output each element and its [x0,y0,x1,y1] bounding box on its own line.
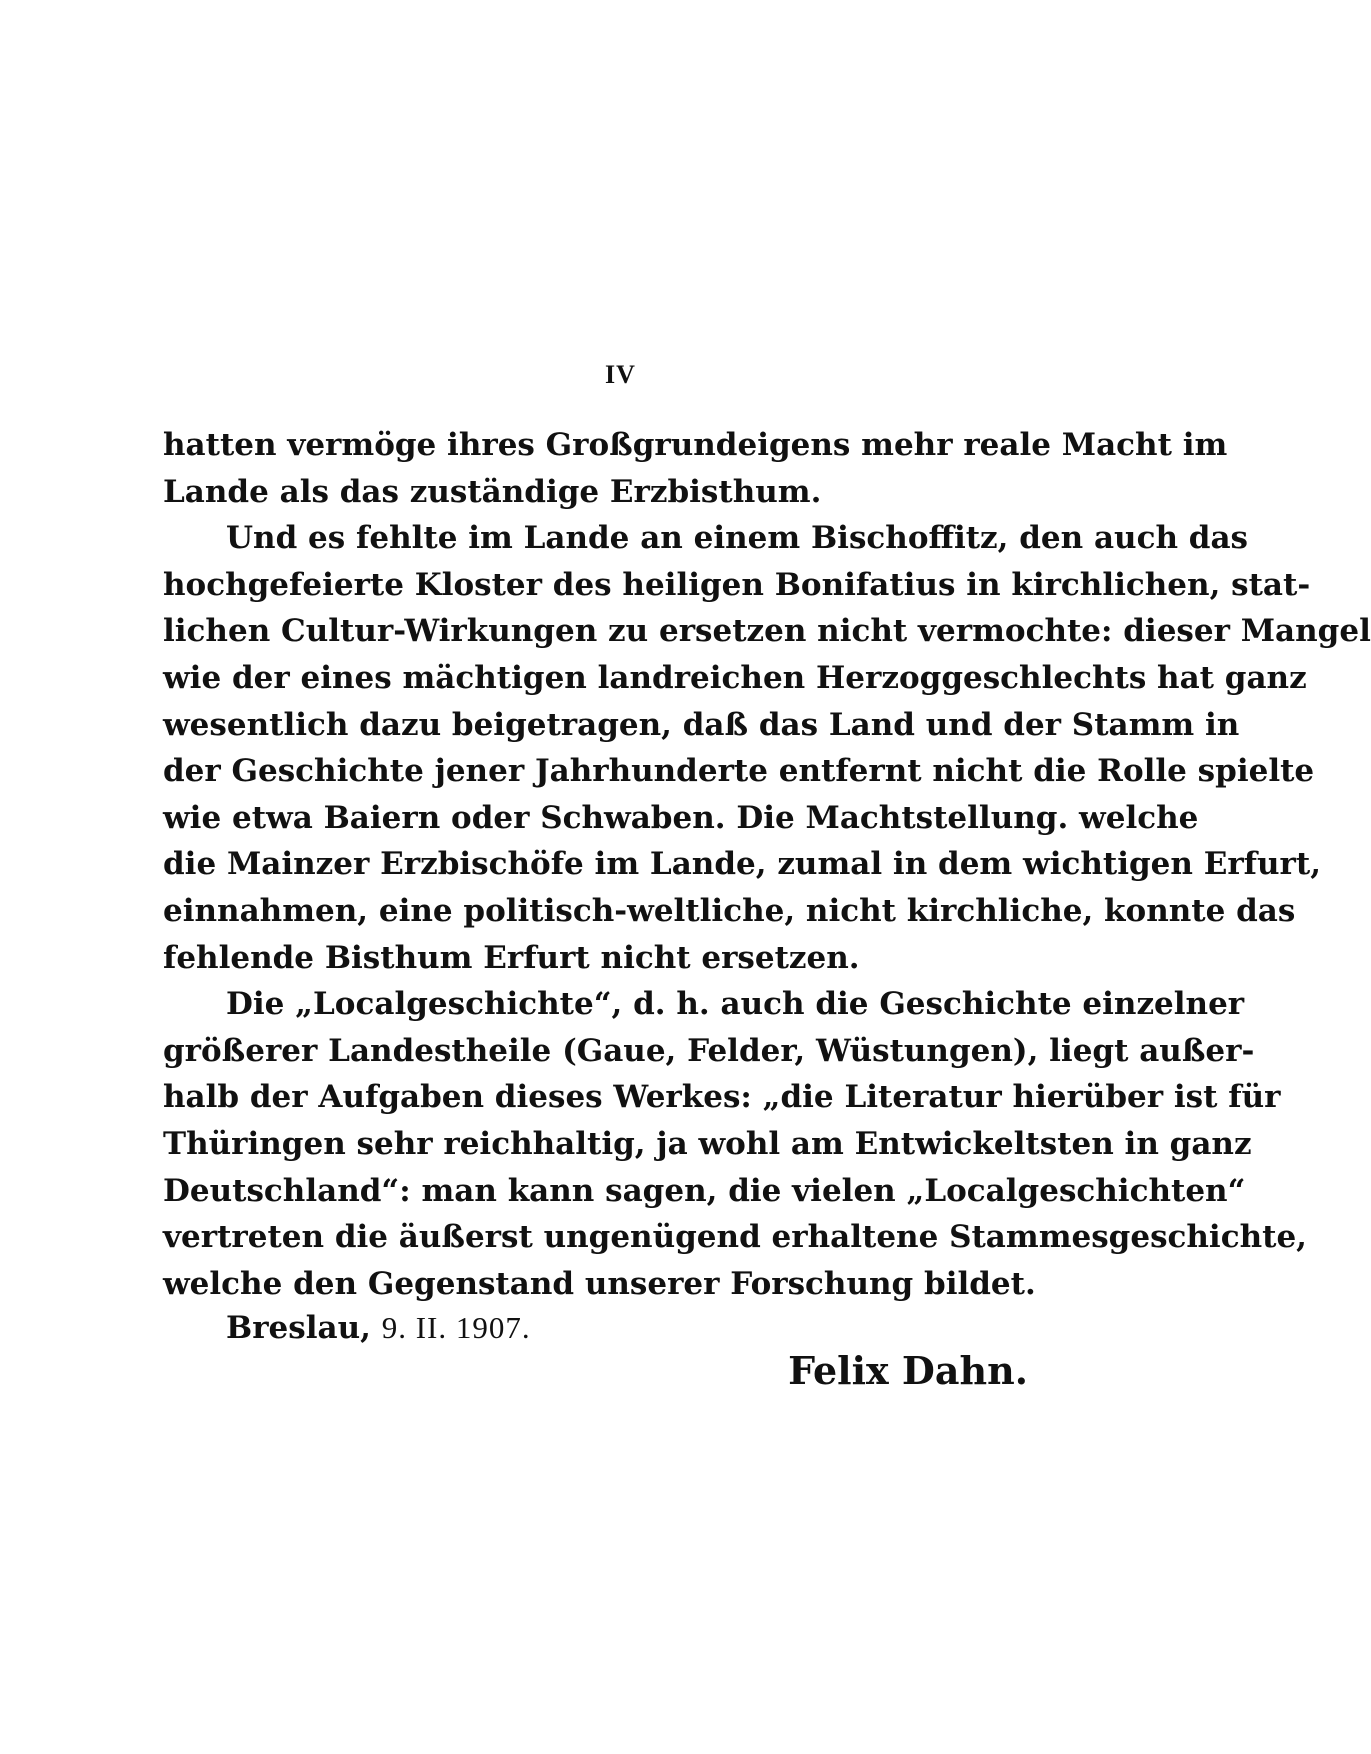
text-line: Die „Localgeschichte“, d. h. auch die Geschichte einzelner [226,986,1245,1023]
text-line: Deutschland“: man kann sagen, die vielen „Localgeschichten“ [163,1172,1246,1209]
text-line: hatten vermöge ihres Großgrundeigens mehr reale Macht im [163,427,1228,463]
text-line: welche den Gegenstand unserer Forschung bildet. [163,1265,1036,1302]
place-and-date [226,1305,531,1351]
text-line: lichen Cultur-Wirkungen zu ersetzen nicht vermochte: dieser Mangel [163,613,1371,650]
text-line: fehlende Bisthum Erfurt nicht ersetzen. [163,939,860,976]
place: Breslau, [226,1310,371,1346]
text-line: wesentlich dazu beigetragen, daß das Land und der Stamm in [163,706,1240,743]
page-number: IV [605,360,636,389]
text-line: Lande als das zuständige Erzbisthum. [163,473,822,510]
date: 9. II. 1907. [381,1310,531,1345]
author-signature: Felix Dahn. [788,1348,1028,1393]
text-line: die Mainzer Erzbischöfe im Lande, zumal in dem wichtigen Erfurt, [163,846,1322,883]
text-line: Und es fehlte im Lande an einem Bischoffitz, den auch das [226,520,1249,557]
text-line: der Geschichte jener Jahrhunderte entfernt nicht die Rolle spielte [163,753,1315,790]
text-line: Thüringen sehr reichhaltig, ja wohl am Entwickeltsten in ganz [163,1125,1252,1162]
body-text [163,422,1371,1307]
text-line: einnahmen, eine politisch-weltliche, nicht kirchliche, konnte das [163,892,1296,929]
text-line: größerer Landestheile (Gaue, Felder, Wüstungen), liegt außer- [163,1032,1255,1069]
text-line: vertreten die äußerst ungenügend erhaltene Stammesgeschichte, [163,1219,1307,1256]
text-line: wie etwa Baiern oder Schwaben. Die Machtstellung. welche [163,799,1199,836]
text-line: halb der Aufgaben dieses Werkes: „die Literatur hierüber ist für [163,1079,1281,1116]
text-line: hochgefeierte Kloster des heiligen Bonifatius in kirchlichen, stat- [163,566,1311,603]
text-line: wie der eines mächtigen landreichen Herzoggeschlechts hat ganz [163,659,1307,696]
